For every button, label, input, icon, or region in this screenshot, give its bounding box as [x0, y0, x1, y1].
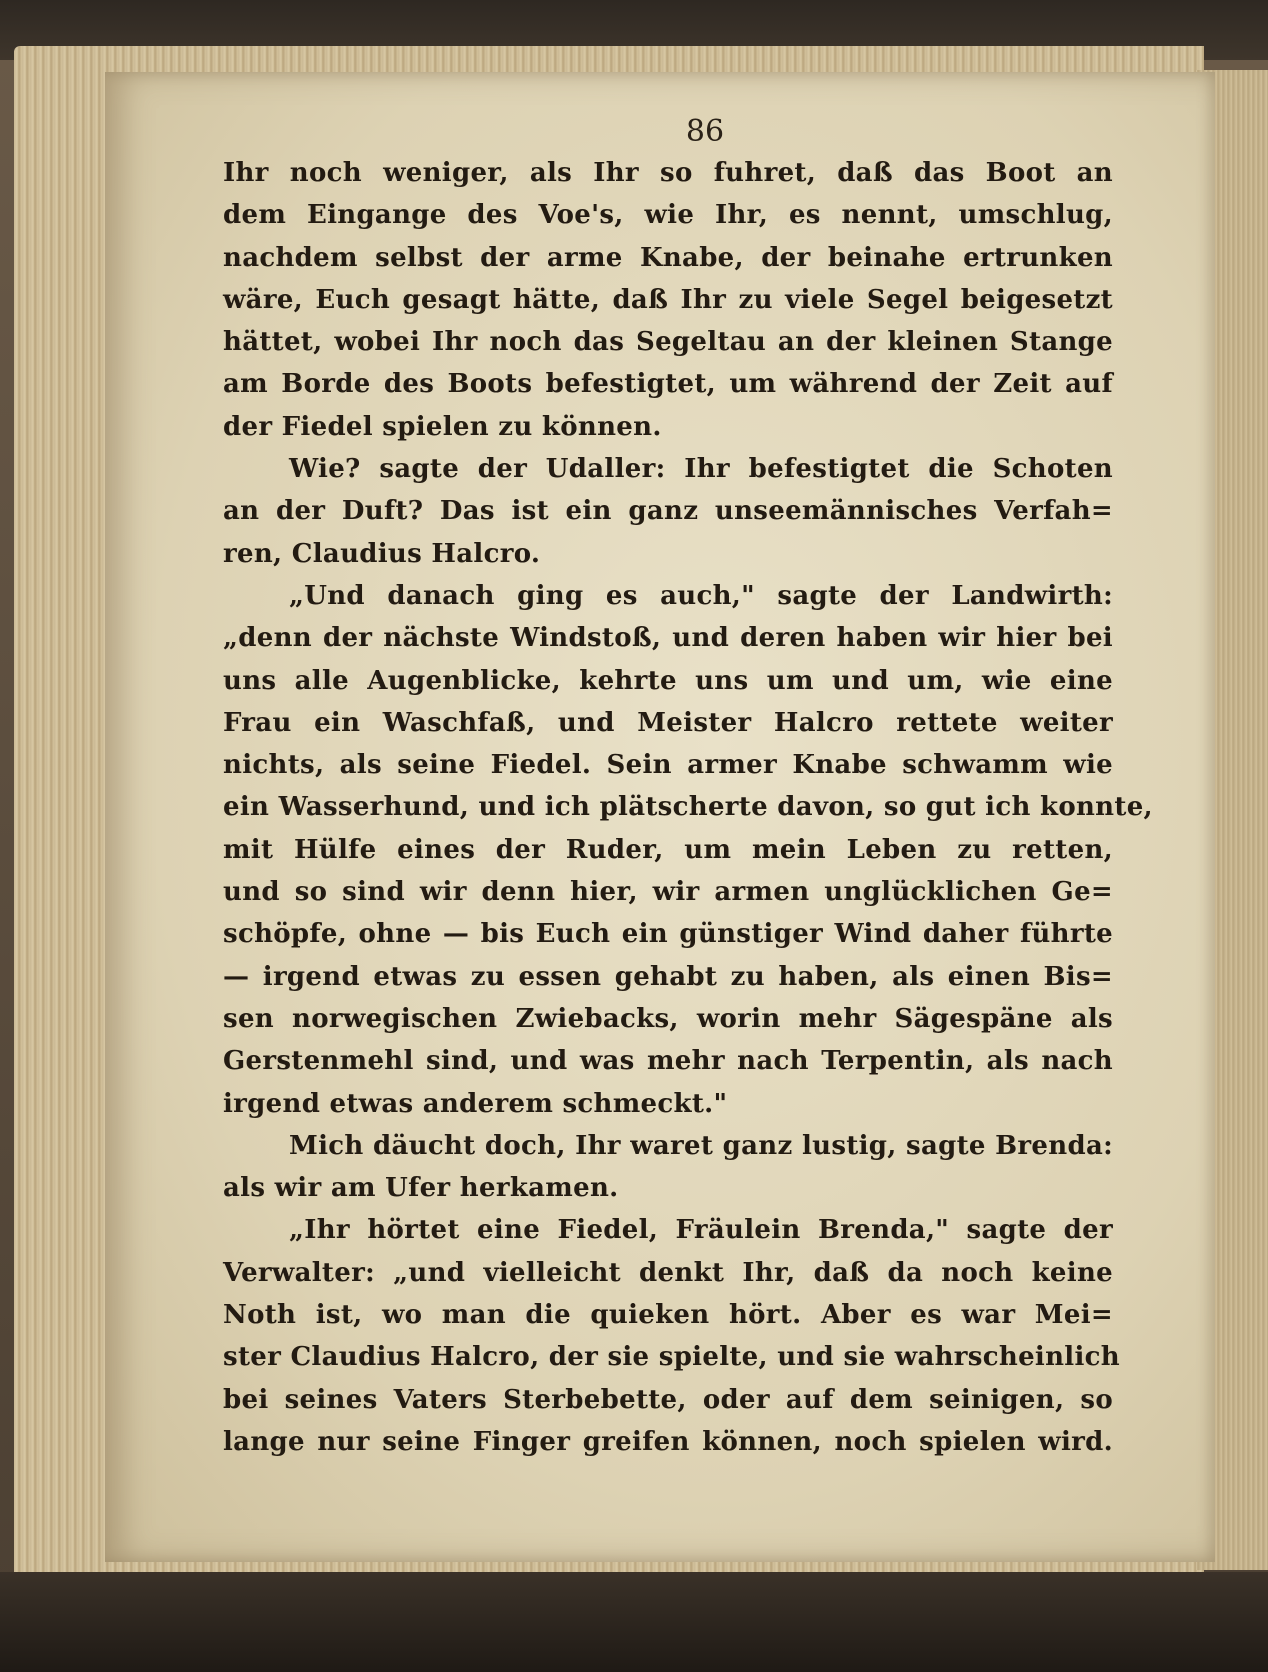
text-line: und so sind wir denn hier, wir armen unglücklichen Ge=	[223, 877, 1113, 908]
text-line: nachdem selbst der arme Knabe, der beinahe ertrunken	[223, 242, 1113, 273]
text-line: „Und danach ging es auch," sagte der Landwirth:	[289, 580, 1113, 611]
text-line: Verwalter: „und vielleicht denkt Ihr, daß da noch keine	[223, 1257, 1113, 1288]
text-line: Gerstenmehl sind, und was mehr nach Terpentin, als nach	[223, 1046, 1113, 1077]
text-line: der Fiedel spielen zu können.	[223, 411, 662, 442]
text-line: uns alle Augenblicke, kehrte uns um und um, wie eine	[223, 665, 1113, 696]
text-line: Noth ist, wo man die quieken hört. Aber es war Mei=	[223, 1300, 1113, 1331]
book-cover-bottom	[0, 1572, 1268, 1672]
text-line: Frau ein Waschfaß, und Meister Halcro rettete weiter	[223, 707, 1113, 738]
text-line: irgend etwas anderem schmeckt."	[223, 1088, 728, 1119]
text-line: Mich däucht doch, Ihr waret ganz lustig, sagte Brenda:	[289, 1130, 1113, 1161]
text-line: — irgend etwas zu essen gehabt zu haben, als einen Bis=	[223, 961, 1113, 992]
text-line: an der Duft? Das ist ein ganz unseemännisches Verfah=	[223, 496, 1113, 527]
text-line: bei seines Vaters Sterbebette, oder auf dem seinigen, so	[223, 1384, 1113, 1415]
text-line: Wie? sagte der Udaller: Ihr befestigtet die Schoten	[289, 454, 1113, 485]
text-line: „denn der nächste Windstoß, und deren haben wir hier bei	[223, 623, 1113, 654]
text-line: ren, Claudius Halcro.	[223, 538, 541, 569]
text-line: ein Wasserhund, und ich plätscherte davon, so gut ich konnte,	[223, 792, 1153, 823]
page-number: 86	[685, 114, 725, 149]
page-text	[223, 152, 1153, 1463]
text-line: als wir am Ufer herkamen.	[223, 1173, 619, 1204]
text-line: lange nur seine Finger greifen können, noch spielen wird.	[223, 1426, 1113, 1457]
text-line: schöpfe, ohne — bis Euch ein günstiger Wind daher führte	[223, 919, 1113, 950]
text-line: nichts, als seine Fiedel. Sein armer Knabe schwamm wie	[223, 750, 1113, 781]
text-line: hättet, wobei Ihr noch das Segeltau an der kleinen Stange	[223, 327, 1113, 358]
text-line: wäre, Euch gesagt hätte, daß Ihr zu viele Segel beigesetzt	[223, 284, 1113, 315]
text-line: mit Hülfe eines der Ruder, um mein Leben zu retten,	[223, 834, 1113, 865]
text-line: ster Claudius Halcro, der sie spielte, und sie wahrscheinlich	[223, 1342, 1120, 1373]
text-line: am Borde des Boots befestigtet, um während der Zeit auf	[223, 369, 1113, 400]
text-line: Ihr noch weniger, als Ihr so fuhret, daß das Boot an	[223, 158, 1113, 188]
text-line: sen norwegischen Zwiebacks, worin mehr Sägespäne als	[223, 1003, 1113, 1034]
book-page	[105, 72, 1215, 1562]
text-line: dem Eingange des Voe's, wie Ihr, es nennt, umschlug,	[223, 200, 1113, 231]
text-line: „Ihr hörtet eine Fiedel, Fräulein Brenda," sagte der	[289, 1215, 1113, 1246]
